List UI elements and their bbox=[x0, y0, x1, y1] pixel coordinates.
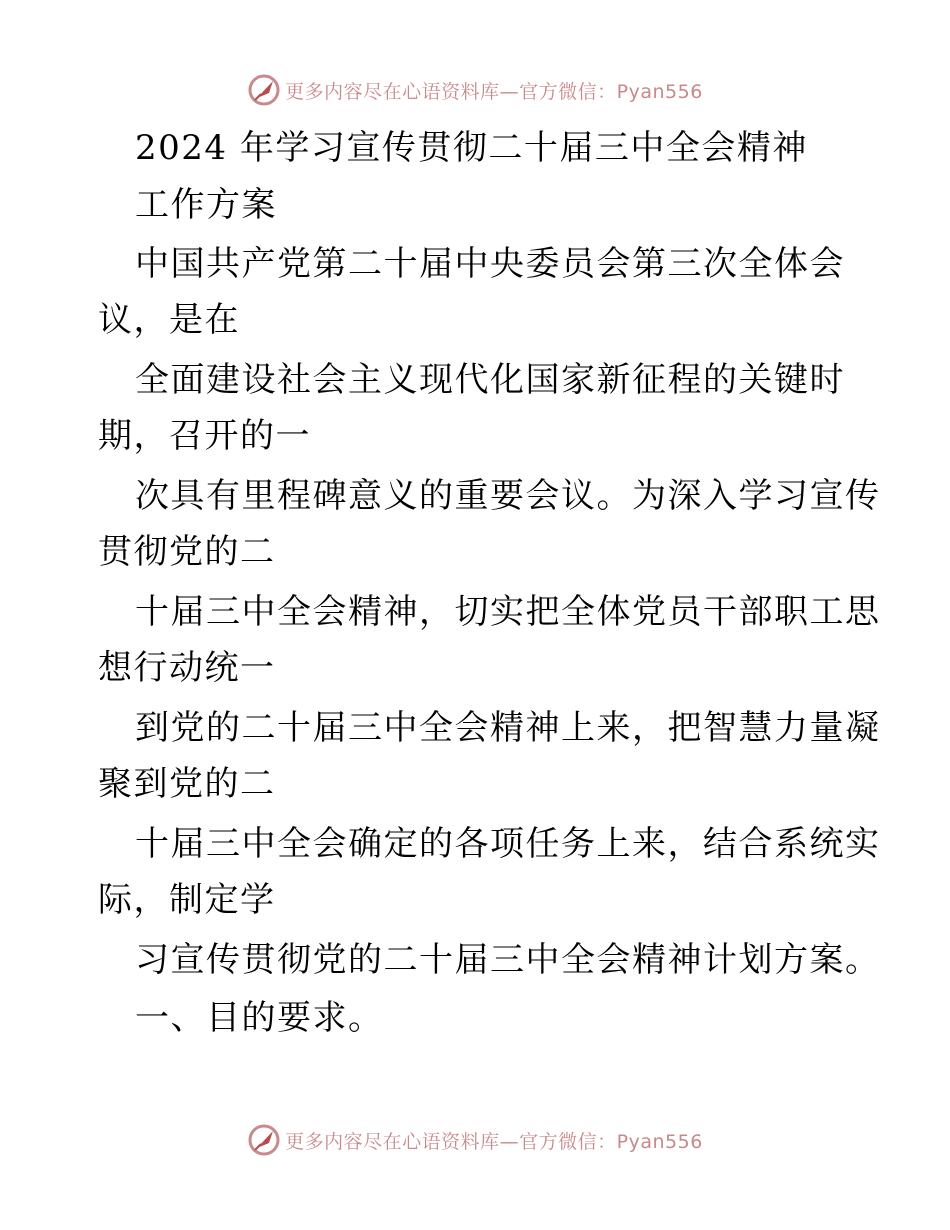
paragraph-line: 习宣传贯彻党的二十届三中全会精神计划方案。 bbox=[135, 940, 881, 980]
paragraph-line: 想行动统一 bbox=[98, 648, 276, 688]
paragraph-line: 十届三中全会确定的各项任务上来，结合系统实 bbox=[135, 824, 881, 864]
title-line-1: 2024 年学习宣传贯彻二十届三中全会精神 bbox=[135, 128, 808, 168]
paragraph-line: 议，是在 bbox=[98, 300, 240, 340]
paragraph-line: 十届三中全会精神，切实把全体党员干部职工思 bbox=[135, 592, 881, 632]
section-heading: 一、目的要求。 bbox=[135, 998, 384, 1038]
paragraph-line: 聚到党的二 bbox=[98, 764, 276, 804]
paragraph-line: 中国共产党第二十届中央委员会第三次全体会 bbox=[135, 244, 845, 284]
quill-logo-icon bbox=[247, 1123, 281, 1157]
watermark-text: 更多内容尽在心语资料库—官方微信：Pyan556 bbox=[285, 1130, 703, 1153]
title-line-2: 工作方案 bbox=[135, 185, 277, 225]
paragraph-line: 际，制定学 bbox=[98, 880, 276, 920]
paragraph-line: 贯彻党的二 bbox=[98, 532, 276, 572]
paragraph-line: 次具有里程碑意义的重要会议。为深入学习宣传 bbox=[135, 476, 881, 516]
quill-logo-icon bbox=[247, 73, 281, 107]
watermark-text: 更多内容尽在心语资料库—官方微信：Pyan556 bbox=[285, 80, 703, 103]
paragraph-line: 期，召开的一 bbox=[98, 416, 311, 456]
footer-watermark bbox=[0, 1120, 950, 1160]
header-watermark bbox=[0, 70, 950, 110]
paragraph-line: 全面建设社会主义现代化国家新征程的关键时 bbox=[135, 360, 845, 400]
paragraph-line: 到党的二十届三中全会精神上来，把智慧力量凝 bbox=[135, 708, 881, 748]
